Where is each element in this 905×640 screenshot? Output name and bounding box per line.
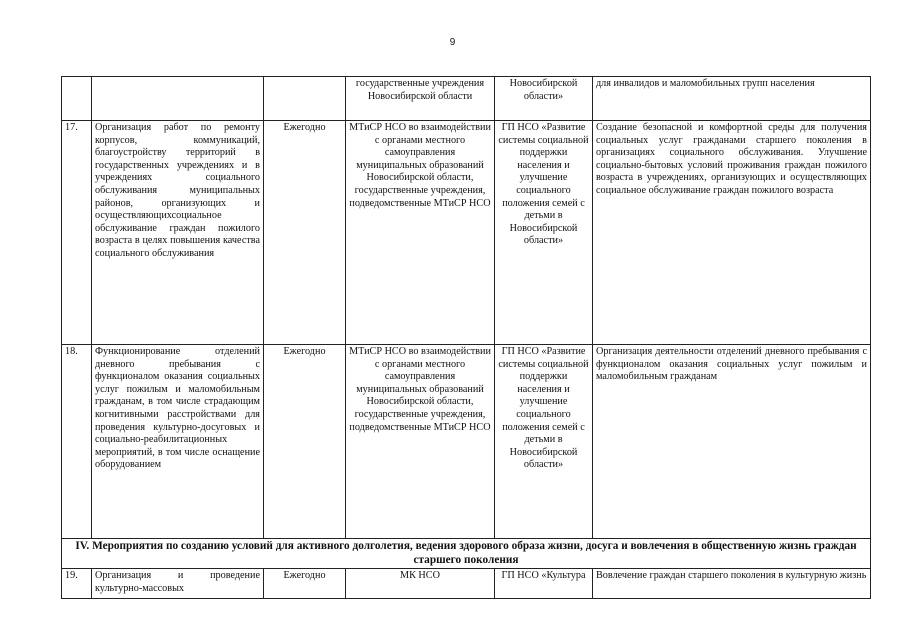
table-row	[62, 569, 871, 599]
program-cell: Новосибирской области»	[495, 77, 593, 121]
term-cell: Ежегодно	[264, 121, 346, 345]
table-row	[62, 121, 871, 345]
term-cell: Ежегодно	[264, 345, 346, 539]
executor-cell: МТиСР НСО во взаимодействии с органами местного самоуправления муниципальных образований Новосибирской области, государственные учреждения, подведомственные МТиСР НСО	[346, 345, 495, 539]
section-header-row	[62, 539, 871, 569]
executor-cell: государственные учреждения Новосибирской области	[346, 77, 495, 121]
activity-cell: Организация и проведение культурно-массовых	[92, 569, 264, 599]
row-number: 17.	[62, 121, 92, 345]
table-row	[62, 345, 871, 539]
result-cell: Создание безопасной и комфортной среды для получения социальных услуг гражданами старшего поколения в организациях социального обслуживания. Улучшение социально-бытовых условий проживания граждан пожилого возраста в учреждениях, организующих и осуществляющих социальное обслуживание граждан пожилого возраста	[593, 121, 871, 345]
executor-cell: МТиСР НСО во взаимодействии с органами местного самоуправления муниципальных образований Новосибирской области, государственные учреждения, подведомственные МТиСР НСО	[346, 121, 495, 345]
program-cell: ГП НСО «Развитие системы социальной поддержки населения и улучшение социального положения семей с детьми в Новосибирской области»	[495, 121, 593, 345]
term-cell: Ежегодно	[264, 569, 346, 599]
page-number: 9	[449, 37, 456, 48]
program-cell: ГП НСО «Развитие системы социальной поддержки населения и улучшение социального положения семей с детьми в Новосибирской области»	[495, 345, 593, 539]
measures-table	[61, 76, 871, 599]
result-cell: Вовлечение граждан старшего поколения в культурную жизнь	[593, 569, 871, 599]
term-cell	[264, 77, 346, 121]
row-number: 19.	[62, 569, 92, 599]
activity-cell	[92, 77, 264, 121]
result-cell: Организация деятельности отделений дневного пребывания с функционалом оказания социальных услуг пожилым и маломобильным гражданам	[593, 345, 871, 539]
activity-cell: Организация работ по ремонту корпусов, коммуникаций, благоустройству территорий в государственных учреждениях и в учреждениях социального обслуживания муниципальных районов, организующих и осуществляющихсоциальное обслуживание граждан пожилого возраста в целях повышения качества социального обслуживания	[92, 121, 264, 345]
table-row	[62, 77, 871, 121]
row-number	[62, 77, 92, 121]
executor-cell: МК НСО	[346, 569, 495, 599]
row-number: 18.	[62, 345, 92, 539]
activity-cell: Функционирование отделений дневного пребывания с функционалом оказания социальных услуг пожилым и маломобильным гражданам, в том числе страдающим когнитивными расстройствами для проведения культурно-досуговых и социально-реабилитационных мероприятий, в том числе оснащение оборудованием	[92, 345, 264, 539]
result-cell: для инвалидов и маломобильных групп населения	[593, 77, 871, 121]
program-cell: ГП НСО «Культура	[495, 569, 593, 599]
section-title: IV. Мероприятия по созданию условий для активного долголетия, ведения здорового образа жизни, досуга и вовлечения в общественную жизнь граждан старшего поколения	[62, 539, 871, 569]
